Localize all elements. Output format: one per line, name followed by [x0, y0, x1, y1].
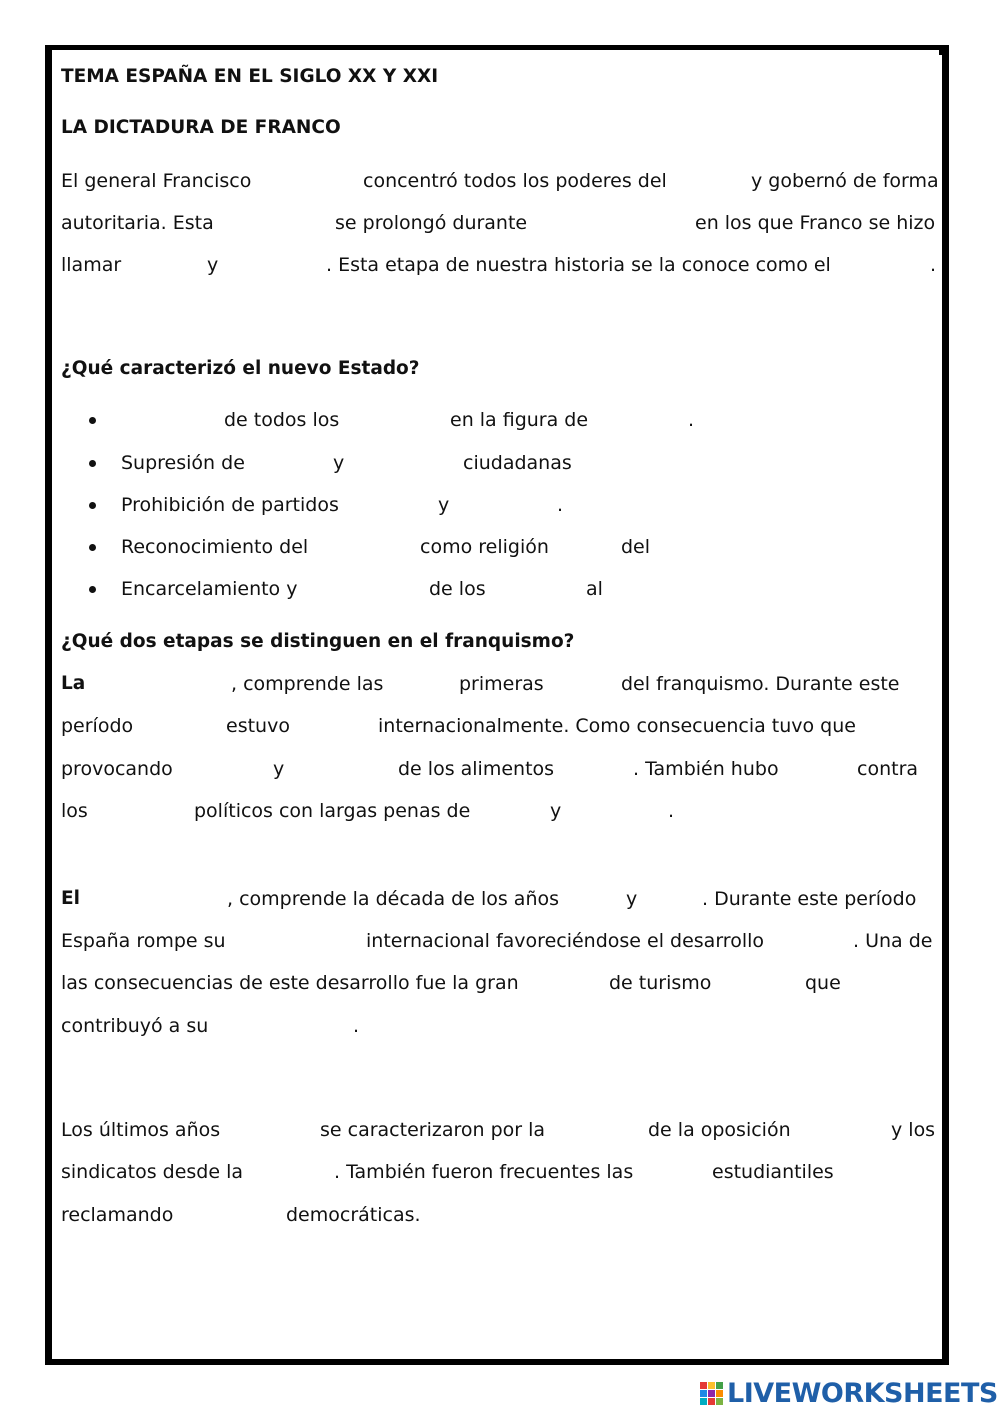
logo-square	[700, 1390, 707, 1397]
bullet-icon	[89, 544, 96, 551]
text-fragment: y	[438, 494, 450, 516]
text-fragment: políticos con largas penas de	[194, 800, 471, 822]
text-fragment: , comprende la década de los años	[227, 888, 560, 910]
text-fragment: se caracterizaron por la	[320, 1119, 546, 1141]
logo-square	[716, 1382, 723, 1389]
text-fragment: .	[668, 800, 675, 822]
text-fragment: contra	[857, 758, 919, 780]
document-title: TEMA ESPAÑA EN EL SIGLO XX Y XXI	[61, 66, 439, 87]
text-fragment: concentró todos los poderes del	[363, 170, 667, 192]
text-fragment: de todos los	[224, 409, 340, 431]
text-fragment: primeras	[459, 673, 544, 695]
text-fragment: reclamando	[61, 1204, 174, 1226]
text-fragment: internacionalmente. Como consecuencia tuvo que	[378, 715, 856, 737]
text-fragment: La	[61, 673, 86, 694]
text-fragment: .	[930, 254, 937, 276]
text-fragment: .	[688, 409, 695, 431]
text-fragment: . Una de	[853, 930, 933, 952]
text-fragment: y gobernó de forma	[751, 170, 939, 192]
logo-square	[700, 1382, 707, 1389]
text-fragment: España rompe su	[61, 930, 226, 952]
text-fragment: período	[61, 715, 134, 737]
text-fragment: Supresión de	[121, 452, 245, 474]
text-fragment: contribuyó a su	[61, 1015, 209, 1037]
text-fragment: Los últimos años	[61, 1119, 221, 1141]
bullet-icon	[89, 417, 96, 424]
text-fragment: .	[353, 1015, 360, 1037]
section-heading-nuevo-estado: ¿Qué caracterizó el nuevo Estado?	[61, 358, 420, 379]
text-fragment: y	[207, 254, 219, 276]
text-fragment: autoritaria. Esta	[61, 212, 214, 234]
bullet-icon	[89, 460, 96, 467]
text-fragment: sindicatos desde la	[61, 1161, 244, 1183]
logo-square	[700, 1398, 707, 1405]
text-fragment: , comprende las	[231, 673, 384, 695]
logo-square	[708, 1390, 715, 1397]
text-fragment: de los	[429, 578, 486, 600]
text-fragment: que	[805, 972, 841, 994]
text-fragment: se prolongó durante	[335, 212, 528, 234]
logo-square	[708, 1398, 715, 1405]
brand-name: LIVEWORKSHEETS	[727, 1377, 998, 1409]
text-fragment: y	[626, 888, 638, 910]
logo-square	[716, 1398, 723, 1405]
bullet-icon	[89, 586, 96, 593]
logo-grid-icon	[700, 1382, 723, 1405]
text-fragment: internacional favoreciéndose el desarrollo	[366, 930, 765, 952]
text-fragment: en los que Franco se hizo	[695, 212, 936, 234]
text-fragment: . También hubo	[633, 758, 779, 780]
text-fragment: y los	[891, 1119, 936, 1141]
text-fragment: de los alimentos	[398, 758, 555, 780]
text-fragment: . Durante este período	[702, 888, 917, 910]
text-fragment: estuvo	[226, 715, 290, 737]
text-fragment: ciudadanas	[463, 452, 572, 474]
liveworksheets-logo	[700, 1377, 998, 1409]
text-fragment: como religión	[420, 536, 549, 558]
text-fragment: del franquismo. Durante este	[621, 673, 900, 695]
text-fragment: al	[586, 578, 603, 600]
section-heading-dictadura: LA DICTADURA DE FRANCO	[61, 117, 341, 138]
text-fragment: Reconocimiento del	[121, 536, 309, 558]
text-fragment: . Esta etapa de nuestra historia se la conoce como el	[326, 254, 831, 276]
bullet-icon	[89, 502, 96, 509]
section-heading-etapas: ¿Qué dos etapas se distinguen en el franquismo?	[61, 631, 575, 652]
text-fragment: El general Francisco	[61, 170, 252, 192]
logo-square	[708, 1382, 715, 1389]
text-fragment: del	[621, 536, 651, 558]
text-fragment: los	[61, 800, 88, 822]
text-fragment: democráticas.	[286, 1204, 421, 1226]
text-fragment: Encarcelamiento y	[121, 578, 298, 600]
text-fragment: provocando	[61, 758, 173, 780]
text-fragment: estudiantiles	[712, 1161, 834, 1183]
text-fragment: las consecuencias de este desarrollo fue la gran	[61, 972, 519, 994]
text-fragment: .	[557, 494, 564, 516]
text-fragment: y	[333, 452, 345, 474]
text-fragment: en la figura de	[450, 409, 589, 431]
text-fragment: de turismo	[609, 972, 712, 994]
text-fragment: de la oposición	[648, 1119, 791, 1141]
text-fragment: . También fueron frecuentes las	[334, 1161, 634, 1183]
text-fragment: Prohibición de partidos	[121, 494, 339, 516]
text-fragment: y	[550, 800, 562, 822]
text-fragment: y	[273, 758, 285, 780]
text-fragment: llamar	[61, 254, 122, 276]
logo-square	[716, 1390, 723, 1397]
text-fragment: El	[61, 888, 80, 909]
